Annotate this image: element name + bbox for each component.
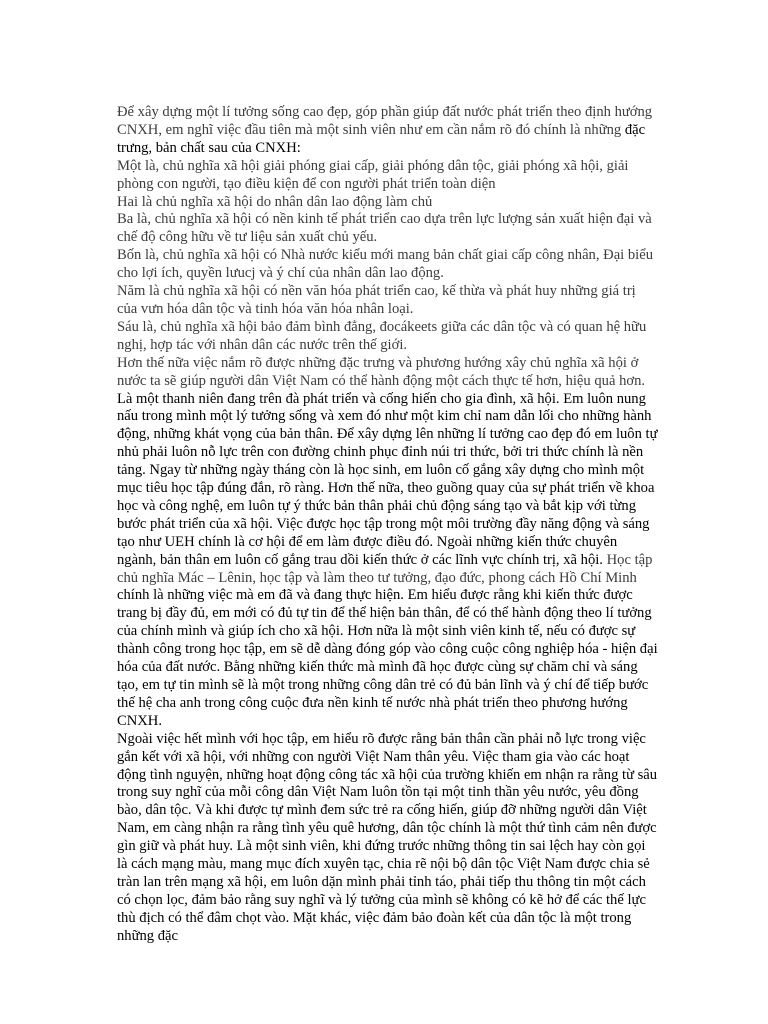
paragraph-youth-study <box>117 391 659 731</box>
paragraph-social-engagement <box>117 731 659 946</box>
text-segment: Bốn là, chủ nghĩa xã hội có Nhà nước kiểu mới mang bản chất giai cấp công nhân, Đại biểu cho lợi ích, quyền lưucj và ý chí của nhân dân lao động. <box>117 247 653 282</box>
text-segment: Năm là chủ nghĩa xã hội có nền văn hóa phát triển cao, kế thừa và phát huy những giá trị của vưn hóa dân tộc và tinh hóa văn hóa nhân loại. <box>117 283 636 317</box>
paragraph-trait-5 <box>117 283 659 319</box>
text-segment: Là một thanh niên đang trên đà phát triển và cống hiến cho gia đình, xã hội. Em luôn nung nấu trong mình một lý tưởng sống và xem đó như một kim chỉ nam dẫn lối cho những hành động, những khát vọng của bản thân. Để xây dựng lên những lí tưởng cao đẹp đó em luôn tự nhủ phải luôn nỗ lực trên con đường chinh phục đỉnh núi tri thức, bởi tri thức chính là nền tảng. Ngay từ những ngày tháng còn là học sinh, em luôn cố gắng xây dựng cho mình một mục tiêu học tập đúng đắn, rõ ràng. Hơn thế nữa, theo guồng quay của sự phát triển về khoa học và công nghệ, em luôn tự ý thức bản thân phải chủ động sáng tạo và bắt kịp với từng bước phát triển của xã hội. Việc được học tập trong một môi trường đầy năng động và sáng tạo như UEH chính là cơ hội để em làm được điều đó. Ngoài những kiến thức chuyên ngành, bản thân em luôn cố gắng trau dồi kiến thức ở các lĩnh vực chính trị, xã hội. <box>117 390 658 568</box>
paragraph-trait-1 <box>117 158 659 194</box>
paragraph-trait-6 <box>117 319 659 355</box>
text-segment: Để xây dựng một lí tưởng sống cao đẹp, góp phần giúp đất nước phát triển theo định hướng CNXH, em nghĩ việc đầu tiên mà một sinh viên như em cần nắm rõ đó chính là những <box>117 104 653 138</box>
paragraph-intro <box>117 104 659 158</box>
text-segment-highlight: Học tập chủ nghĩa Mác – Lênin, học tập và làm theo tư tưởng, đạo đức, phong cách Hồ Chí Minh <box>117 551 653 586</box>
paragraph-trait-3 <box>117 211 659 247</box>
text-segment: Một là, chủ nghĩa xã hội giải phóng giai cấp, giải phóng dân tộc, giải phóng xã hội, giải phòng con người, tạo điều kiện để con người phát triển toàn diện <box>117 157 629 192</box>
text-segment: Sáu là, chủ nghĩa xã hội bảo đảm bình đẳng, đocákeets giữa các dân tộc và có quan hệ hữu nghị, hợp tác với nhân dân các nước trên thế giới. <box>117 318 647 353</box>
text-segment: Ngoài việc hết mình với học tập, em hiểu rõ được rằng bản thân cần phải nỗ lực trong việc gắn kết với xã hội, với những con người Việt Nam thân yêu. Việc tham gia vào các hoạt động tình nguyện, những hoạt động công tác xã hội của trường khiến em nhận ra rằng từ sâu trong suy nghĩ của mỗi công dân Việt Nam luôn tồn tại một tinh thần yêu nước, yêu đồng bào, dân tộc. Và khi được tự mình đem sức trẻ ra cống hiến, giúp đỡ những người dân Việt Nam, em càng nhận ra rằng tình yêu quê hương, dân tộc chính là một thứ tình cảm nên được gìn giữ và phát huy. Là một sinh viên, khi đứng trước những thông tin sai lệch hay còn gọi là cách mạng màu, mang mục đích xuyên tạc, chia rẽ nội bộ dân tộc Việt Nam được chia sẻ tràn lan trên mạng xã hội, em luôn dặn mình phải tỉnh táo, phải tiếp thu thông tin một cách có chọn lọc, đảm bảo rằng suy nghĩ và lý tưởng của mình sẽ không có kẽ hở để các thế lực thù địch có thể đâm chọt vào. Mặt khác, việc đảm bảo đoàn kết của dân tộc là một trong những đặc <box>117 730 658 944</box>
text-segment: chính là những việc mà em đã và đang thực hiện. Em hiểu được rằng khi kiến thức được trang bị đầy đủ, em mới có đủ tự tin để thể hiện bản thân, để có thể hành động theo lí tưởng của chính mình và giúp ích cho xã hội. Hơn nữa là một sinh viên kinh tế, nếu có được sự thành công trong học tập, em sẽ dễ dàng đóng góp vào công cuộc công nghiệp hóa - hiện đại hóa của đất nước. Bằng những kiến thức mà mình đã học được cùng sự chăm chỉ và sáng tạo, em tự tin mình sẽ là một trong những công dân trẻ có đủ bản lĩnh và ý chí để tiếp bước thế hệ cha anh trong công cuộc đưa nền kinh tế nước nhà phát triển theo phương hướng CNXH. <box>117 587 658 729</box>
text-segment: Hai là chủ nghĩa xã hội do nhân dân lao động làm chủ <box>117 193 433 210</box>
text-segment: đặc trưng, bản chất sau của CNXH: <box>117 121 646 156</box>
paragraph-trait-4 <box>117 247 659 283</box>
text-segment: Hơn thế nữa việc nắm rõ được những đặc trưng và phương hướng xây chủ nghĩa xã hội ở nước ta sẽ giúp người dân Việt Nam có thể hành động một cách thực tế hơn, hiệu quả hơn. <box>117 354 646 389</box>
text-segment: Ba là, chủ nghĩa xã hội có nền kinh tế phát triển cao dựa trên lực lượng sản xuất hiện đại và chế độ công hữu về tư liệu sản xuất chủ yếu. <box>117 211 652 246</box>
paragraph-summary <box>117 355 659 391</box>
document-body <box>117 104 659 946</box>
paragraph-trait-2 <box>117 194 659 212</box>
